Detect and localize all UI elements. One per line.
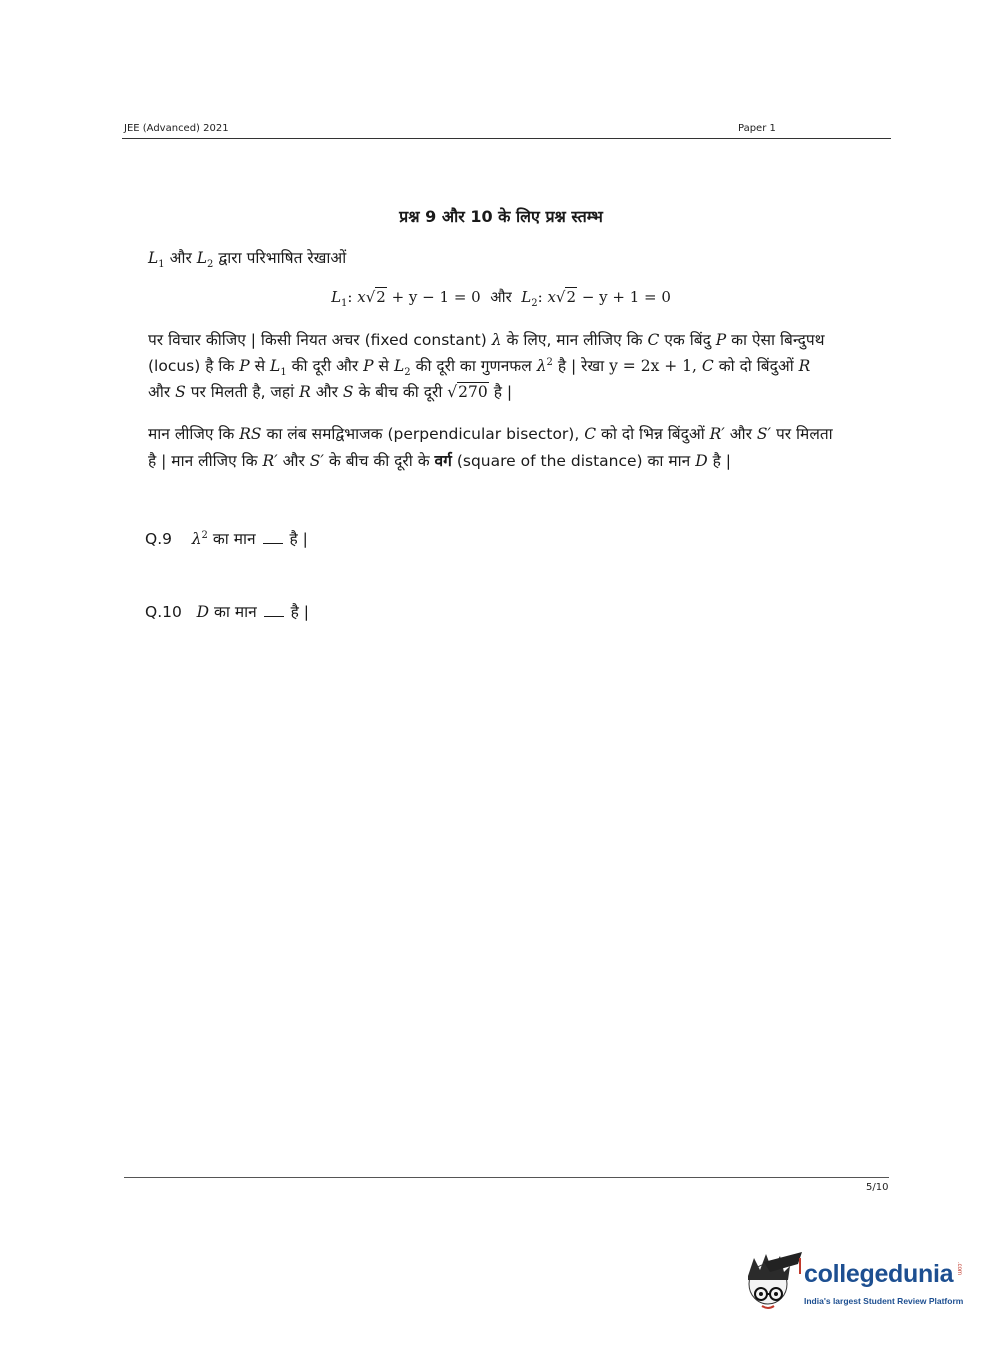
equation-l2-rest: − y + 1 = 0 [581, 288, 671, 306]
logo-tagline: India's largest Student Review Platform [804, 1296, 964, 1306]
equation-and: और [490, 288, 512, 306]
header-exam-title: JEE (Advanced) 2021 [124, 123, 229, 134]
footer-divider [124, 1177, 889, 1178]
intro-and: और [169, 249, 192, 267]
intro-line: $L_1$ और $L_2$ द्वारा परिभाषित रेखाओं [148, 249, 347, 271]
para2-line2: है | मान लीजिए कि R′ और S′ के बीच की दूरी के वर्ग (square of the distance) का मान D है | [148, 452, 731, 470]
para2-line1: मान लीजिए कि RS का लंब समद्विभाजक (perpendicular bisector), C को दो भिन्न बिंदुओं R′ और S′ पर मिलता [148, 425, 833, 443]
header-divider [122, 138, 891, 139]
page-number: 5/10 [866, 1182, 889, 1193]
mascot-icon [740, 1250, 802, 1320]
logo-wordmark: collegedunia [804, 1260, 954, 1288]
bold-varg: वर्ग [434, 452, 452, 470]
section-title: प्रश्न 9 और 10 के लिए प्रश्न स्तम्भ [399, 207, 603, 226]
para1-line1: पर विचार कीजिए | किसी नियत अचर (fixed constant) λ के लिए, मान लीजिए कि C एक बिंदु P का ऐसा बिन्दुपथ [148, 331, 825, 349]
logo-suffix: .com [956, 1262, 962, 1276]
equation-l1-rest: + y − 1 = 0 [391, 288, 481, 306]
header-paper-label: Paper 1 [738, 123, 776, 134]
collegedunia-logo [740, 1250, 970, 1320]
question-number: Q.10 [145, 603, 182, 621]
intro-rest: द्वारा परिभाषित रेखाओं [218, 249, 347, 267]
lines-equation: $L_1$: x√2 + y − 1 = 0 और $L_2$: x√2 − y + 1 = 0 [331, 288, 671, 309]
para1-line2: (locus) है कि P से $L_1$ की दूरी और P से $L_2$ की दूरी का गुणनफल $\lambda^2$ है | रेखा y = 2x + 1, C को दो बिंदुओं R [148, 356, 811, 379]
para1-line3: और S पर मिलती है, जहां R और S के बीच की दूरी √270 है | [148, 383, 513, 401]
answer-blank [264, 604, 284, 617]
answer-blank [263, 531, 283, 544]
question-number: Q.9 [145, 530, 172, 548]
question-9: Q.9 $\lambda^2$ का मान है | [145, 529, 308, 548]
question-10: Q.10 D का मान है | [145, 603, 310, 621]
sqrt-270: 270 [458, 383, 488, 401]
